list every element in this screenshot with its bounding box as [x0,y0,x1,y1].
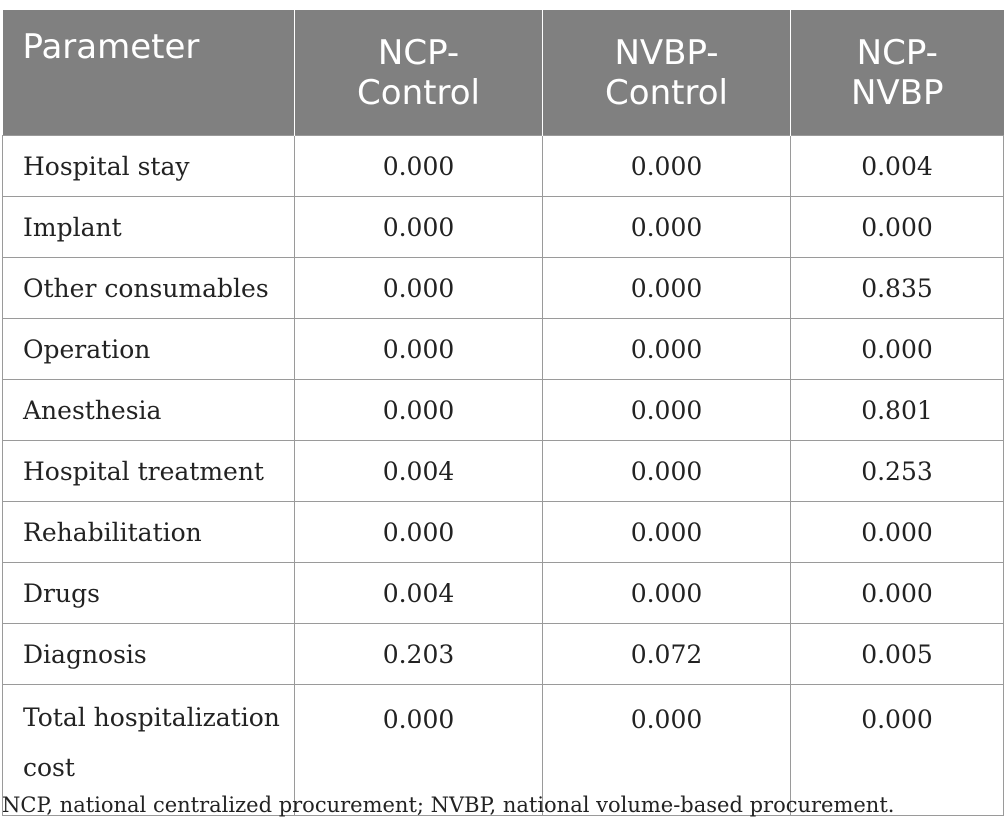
header-ncp-control: NCP- Control [295,10,543,136]
cell-ncp-control: 0.000 [295,380,543,441]
cell-ncp-nvbp: 0.000 [791,685,1004,816]
cell-nvbp-control: 0.000 [543,502,791,563]
cell-ncp-control: 0.000 [295,258,543,319]
header-row [3,10,1004,136]
cell-ncp-control: 0.000 [295,319,543,380]
cell-ncp-control: 0.000 [295,502,543,563]
table-row [3,258,1004,319]
cell-ncp-control: 0.004 [295,441,543,502]
cell-ncp-nvbp: 0.000 [791,197,1004,258]
cell-parameter: Diagnosis [3,624,295,685]
p-value-table [2,10,1004,816]
cell-ncp-nvbp: 0.801 [791,380,1004,441]
cell-ncp-nvbp: 0.000 [791,319,1004,380]
cell-ncp-nvbp: 0.000 [791,502,1004,563]
cell-ncp-nvbp: 0.000 [791,563,1004,624]
table-row [3,502,1004,563]
header-ncp-nvbp: NCP- NVBP [791,10,1004,136]
table-footnote: NCP, national centralized procurement; NVBP, national volume-based procurement. [2,793,895,817]
cell-nvbp-control: 0.000 [543,258,791,319]
table-row [3,319,1004,380]
cell-nvbp-control: 0.000 [543,441,791,502]
cell-nvbp-control: 0.000 [543,380,791,441]
cell-ncp-nvbp: 0.004 [791,136,1004,197]
cell-ncp-nvbp: 0.835 [791,258,1004,319]
cell-ncp-control: 0.000 [295,685,543,816]
cell-parameter: Hospital treatment [3,441,295,502]
cell-ncp-nvbp: 0.005 [791,624,1004,685]
table-row [3,197,1004,258]
cell-parameter: Hospital stay [3,136,295,197]
cell-nvbp-control: 0.000 [543,685,791,816]
cell-parameter: Implant [3,197,295,258]
cell-parameter: Operation [3,319,295,380]
cell-nvbp-control: 0.000 [543,563,791,624]
cell-ncp-control: 0.004 [295,563,543,624]
table-row [3,441,1004,502]
cell-ncp-control: 0.000 [295,136,543,197]
cell-parameter: Other consumables [3,258,295,319]
table-body [3,136,1004,816]
cell-nvbp-control: 0.000 [543,197,791,258]
cell-parameter: Drugs [3,563,295,624]
cell-parameter: Rehabilitation [3,502,295,563]
table-row [3,563,1004,624]
cell-parameter: Anesthesia [3,380,295,441]
cell-nvbp-control: 0.000 [543,319,791,380]
header-nvbp-control: NVBP- Control [543,10,791,136]
cell-ncp-nvbp: 0.253 [791,441,1004,502]
cell-nvbp-control: 0.000 [543,136,791,197]
table-header [3,10,1004,136]
header-parameter: Parameter [3,10,295,136]
table-row [3,380,1004,441]
cell-parameter: Total hospitalization cost [3,685,295,816]
cell-ncp-control: 0.203 [295,624,543,685]
table-row [3,136,1004,197]
cell-ncp-control: 0.000 [295,197,543,258]
cell-nvbp-control: 0.072 [543,624,791,685]
table-row [3,624,1004,685]
